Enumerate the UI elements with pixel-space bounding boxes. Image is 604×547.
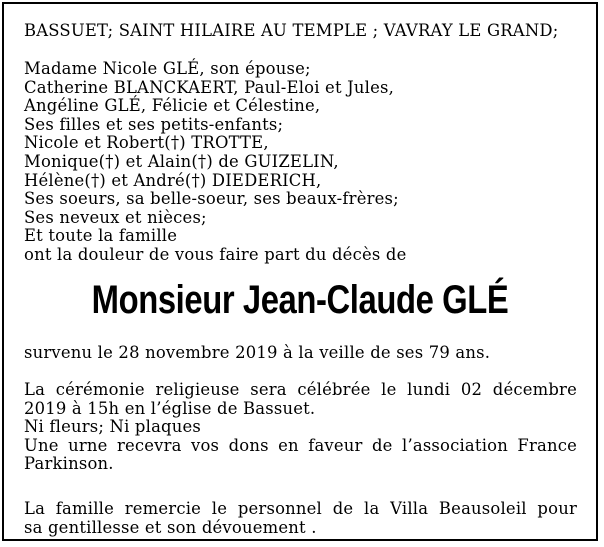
family-list xyxy=(24,60,577,265)
places-line: BASSUET; SAINT HILAIRE AU TEMPLE ; VAVRAY LE GRAND; xyxy=(24,21,559,40)
death-date-statement xyxy=(24,344,577,363)
family-line: Et toute la famille xyxy=(24,226,178,246)
death-date-line: survenu le 28 novembre 2019 à la veille de ses 79 ans. xyxy=(24,343,491,362)
family-line: Madame Nicole GLÉ, son épouse; xyxy=(24,59,311,78)
ceremony-line: La cérémonie religieuse sera célébrée le lundi 02 décembre xyxy=(24,380,577,399)
ceremony-line: Ni fleurs; Ni plaques xyxy=(24,417,201,437)
ceremony-line: Parkinson. xyxy=(24,454,114,474)
ceremony-line: Une urne recevra vos dons en faveur de l’association France xyxy=(24,435,577,455)
family-line: Ses soeurs, sa belle-soeur, ses beaux-frères; xyxy=(24,189,399,209)
family-line: Hélène(†) et André(†) DIEDERICH, xyxy=(24,170,322,190)
ceremony-details xyxy=(24,381,577,474)
family-line: Nicole et Robert(†) TROTTE, xyxy=(24,133,269,153)
family-line: Monique(†) et Alain(†) de GUIZELIN, xyxy=(24,151,339,171)
thanks-message xyxy=(24,500,577,537)
family-line: Ses filles et ses petits-enfants; xyxy=(24,114,284,134)
obituary-notice xyxy=(2,2,598,541)
places-header xyxy=(24,22,577,41)
family-line: Ses neveux et nièces; xyxy=(24,207,207,227)
thanks-line: La famille remercie le personnel de la Villa Beausoleil pour xyxy=(24,499,577,518)
ceremony-line: 2019 à 15h en l’église de Bassuet. xyxy=(24,398,316,418)
thanks-line: sa gentillesse et son dévouement . xyxy=(24,517,317,537)
family-line: Catherine BLANCKAERT, Paul-Eloi et Jules, xyxy=(24,77,395,97)
family-line: ont la douleur de vous faire part du décès de xyxy=(24,244,407,264)
deceased-name: Monsieur Jean-Claude GLÉ xyxy=(91,278,509,322)
family-line: Angéline GLÉ, Félicie et Célestine, xyxy=(24,96,321,116)
